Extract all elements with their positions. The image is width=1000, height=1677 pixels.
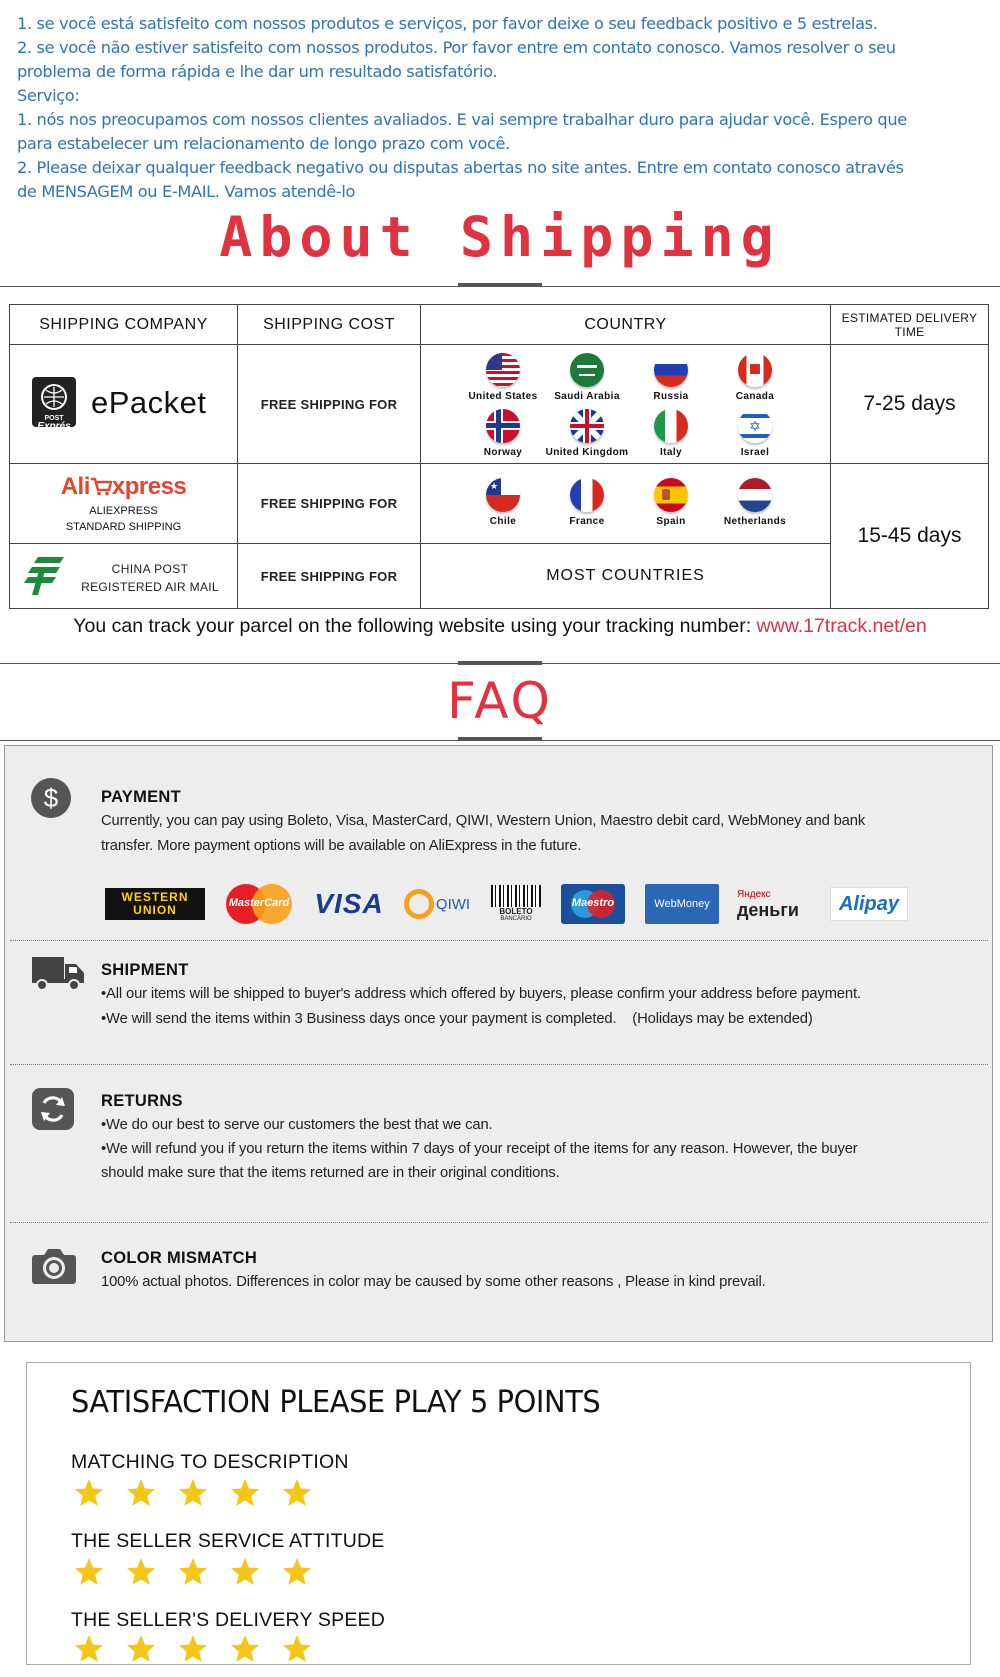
- china-post-countries: MOST COUNTRIES: [421, 544, 831, 608]
- western-union-text: UNION: [133, 903, 177, 917]
- us-flag-icon: [486, 353, 520, 387]
- shipment-title: SHIPMENT: [101, 961, 189, 979]
- epacket-time: 7-25 days: [831, 345, 988, 464]
- about-shipping-title: About Shipping: [219, 205, 781, 269]
- china-post-line1: CHINA POST: [111, 562, 189, 576]
- rating-label-service: THE SELLER SERVICE ATTITUDE: [71, 1530, 385, 1552]
- russia-flag-icon: [654, 353, 688, 387]
- star-icon: [281, 1477, 313, 1509]
- shipping-table: [9, 304, 989, 609]
- country-name: Israel: [740, 447, 770, 458]
- france-flag-icon: [570, 478, 604, 512]
- returns-title: RETURNS: [101, 1092, 183, 1110]
- satisfaction-panel: [26, 1362, 971, 1665]
- divider-accent: [458, 737, 542, 741]
- china-post-logo-icon: [24, 555, 66, 597]
- tracking-link[interactable]: www.17track.net/en: [756, 615, 927, 637]
- star-icon: [177, 1633, 209, 1665]
- aliexpress-line1: ALIEXPRESS: [89, 505, 158, 517]
- star-icon: [73, 1477, 105, 1509]
- alipay-logo: [829, 881, 909, 927]
- intro-line: para estabelecer um relacionamento de longo prazo com você.: [17, 134, 510, 153]
- intro-line: de MENSAGEM ou E-MAIL. Vamos atendê-lo: [17, 182, 356, 201]
- epacket-name: ePacket: [91, 385, 207, 420]
- truck-icon: [31, 955, 85, 991]
- faq-payment: [5, 746, 992, 941]
- dollar-icon: $: [31, 778, 71, 818]
- payment-line: Currently, you can pay using Boleto, Visa, MasterCard, QIWI, Western Union, Maestro debit card, WebMoney and bank: [101, 813, 866, 829]
- aliexpress-line2: STANDARD SHIPPING: [65, 521, 182, 533]
- country-name: Italy: [659, 447, 682, 458]
- satisfaction-title: SATISFACTION PLEASE PLAY 5 POINTS: [71, 1385, 601, 1420]
- faq-title: FAQ: [447, 672, 553, 730]
- returns-text: [101, 1113, 961, 1185]
- tracking-text: You can track your parcel on the following website using your tracking number:: [73, 615, 757, 637]
- color-mismatch-text: 100% actual photos. Differences in color may be caused by some other reasons , Please in kind prevail.: [101, 1274, 766, 1290]
- qiwi-logo: [397, 881, 477, 927]
- boleto-text: BOLETO: [499, 907, 533, 916]
- rating-label-speed: THE SELLER'S DELIVERY SPEED: [71, 1609, 386, 1631]
- webmoney-logo: [645, 881, 719, 927]
- company-china-post: [10, 544, 238, 608]
- western-union-text: WESTERN: [121, 890, 189, 904]
- rating-stars-service: [73, 1556, 333, 1588]
- boleto-text: BANCÁRIO: [500, 916, 532, 922]
- yandex-text: Яндекс: [737, 888, 771, 900]
- intro-notes: [17, 12, 987, 204]
- returns-line: should make sure that the items returned are in their original conditions.: [101, 1165, 560, 1181]
- star-icon: [125, 1556, 157, 1588]
- visa-logo: VISA: [314, 888, 384, 919]
- camera-icon: [31, 1247, 77, 1285]
- star-icon: [229, 1633, 261, 1665]
- star-icon: [281, 1633, 313, 1665]
- country-name: Canada: [735, 391, 775, 402]
- intro-line: problema de forma rápida e lhe dar um resultado satisfatório.: [17, 62, 498, 81]
- epacket-badge-top: POST: [44, 415, 64, 422]
- faq-shipment: [5, 941, 992, 1065]
- star-icon: [281, 1556, 313, 1588]
- divider-accent: [458, 283, 542, 287]
- israel-flag-icon: ✡: [738, 409, 772, 443]
- header-shipping-company: SHIPPING COMPANY: [10, 305, 238, 345]
- shipment-text: [101, 982, 961, 1032]
- shipment-line: •All our items will be shipped to buyer's address which offered by buyers, please confirm your address before payment.: [101, 986, 861, 1002]
- country-name: Saudi Arabia: [554, 391, 620, 402]
- payment-line: transfer. More payment options will be available on AliExpress in the future.: [101, 838, 582, 854]
- color-mismatch-title: COLOR MISMATCH: [101, 1249, 258, 1267]
- country-name: United Kingdom: [545, 447, 629, 458]
- intro-line: 1. nós nos preocupamos com nossos clientes avaliados. E vai sempre trabalhar duro para ajudar você. Espero que: [17, 110, 907, 129]
- country-name: Norway: [483, 447, 523, 458]
- tracking-note: [0, 615, 1000, 638]
- aliexpress-logo-express: xpress: [111, 473, 187, 500]
- company-epacket: [10, 345, 238, 464]
- star-icon: [177, 1477, 209, 1509]
- mastercard-text: MasterCard: [228, 897, 290, 909]
- header-delivery-time-line1: ESTIMATED DELIVERY: [841, 310, 978, 325]
- maestro-text: Maestro: [571, 897, 615, 909]
- saudi-flag-icon: [570, 353, 604, 387]
- norway-flag-icon: [486, 409, 520, 443]
- shipment-line: •We will send the items within 3 Business days once your payment is completed. (Holidays may be extended): [101, 1011, 813, 1027]
- header-country: COUNTRY: [421, 305, 831, 345]
- intro-line: Serviço:: [17, 86, 80, 105]
- country-name: United States: [468, 391, 538, 402]
- country-name: France: [569, 516, 605, 527]
- italy-flag-icon: [654, 409, 688, 443]
- country-name: Russia: [653, 391, 689, 402]
- canada-flag-icon: [738, 353, 772, 387]
- western-union-logo: [105, 881, 205, 927]
- intro-line: 2. Please deixar qualquer feedback negativo ou disputas abertas no site antes. Entre em contato conosco através: [17, 158, 904, 177]
- returns-line: •We do our best to serve our customers the best that we can.: [101, 1117, 493, 1133]
- country-name: Netherlands: [723, 516, 787, 527]
- uk-flag-icon: [570, 409, 604, 443]
- rating-stars-speed: [73, 1633, 333, 1665]
- spain-flag-icon: [654, 478, 688, 512]
- epacket-countries: [421, 345, 831, 464]
- star-icon: [73, 1633, 105, 1665]
- header-shipping-cost: SHIPPING COST: [238, 305, 421, 345]
- intro-line: 1. se você está satisfeito com nossos produtos e serviços, por favor deixe o seu feedback positivo e 5 estrelas.: [17, 14, 878, 33]
- divider-accent: [458, 661, 542, 665]
- china-post-line2: REGISTERED AIR MAIL: [81, 580, 219, 594]
- yandex-money-logo: [737, 881, 811, 927]
- refresh-icon: [31, 1087, 75, 1131]
- star-icon: [125, 1633, 157, 1665]
- webmoney-text: WebMoney: [645, 884, 719, 924]
- header-delivery-time: [831, 305, 988, 345]
- china-post-cost: FREE SHIPPING FOR: [238, 544, 421, 608]
- star-icon: [177, 1556, 209, 1588]
- alipay-text: Alipay: [830, 887, 908, 921]
- star-icon: [73, 1556, 105, 1588]
- aliexpress-cost: FREE SHIPPING FOR: [238, 464, 421, 544]
- flag-canada: [695, 353, 815, 402]
- country-name: Spain: [656, 516, 686, 527]
- faq-panel: [4, 745, 993, 1342]
- rating-label-description: MATCHING TO DESCRIPTION: [71, 1451, 349, 1473]
- standard-shipping-time: 15-45 days: [857, 524, 962, 547]
- payment-text: [101, 809, 961, 859]
- netherlands-flag-icon: [738, 478, 772, 512]
- intro-line: 2. se você não estiver satisfeito com nossos produtos. Por favor entre em contato conosco. Vamos resolver o seu: [17, 38, 896, 57]
- star-icon: [229, 1556, 261, 1588]
- epacket-cost: FREE SHIPPING FOR: [238, 345, 421, 464]
- company-aliexpress: [10, 464, 238, 544]
- faq-color-mismatch: [5, 1223, 992, 1343]
- aliexpress-logo: [61, 474, 187, 500]
- flag-netherlands: [695, 478, 815, 527]
- mastercard-logo: [226, 881, 292, 927]
- aliexpress-logo-ali: Ali: [60, 473, 90, 500]
- rating-stars-description: [73, 1477, 333, 1509]
- qiwi-text: QIWI: [435, 895, 471, 913]
- header-delivery-time-line2: TIME: [894, 324, 925, 339]
- payment-logos: [101, 881, 931, 931]
- boleto-logo: [489, 881, 543, 927]
- epacket-badge: Exprés: [37, 421, 71, 432]
- yandex-text: деньги: [737, 899, 799, 920]
- star-icon: [125, 1477, 157, 1509]
- maestro-logo: [561, 881, 625, 927]
- payment-title: PAYMENT: [101, 788, 182, 806]
- star-icon: [229, 1477, 261, 1509]
- aliexpress-countries: [421, 464, 831, 544]
- flag-israel: [695, 409, 815, 458]
- cart-icon: [90, 476, 112, 496]
- country-name: Chile: [489, 516, 517, 527]
- chile-flag-icon: ★: [486, 478, 520, 512]
- returns-line: •We will refund you if you return the items within 7 days of your receipt of the items for any reason. However, the buyer: [101, 1141, 858, 1157]
- faq-returns: [5, 1065, 992, 1223]
